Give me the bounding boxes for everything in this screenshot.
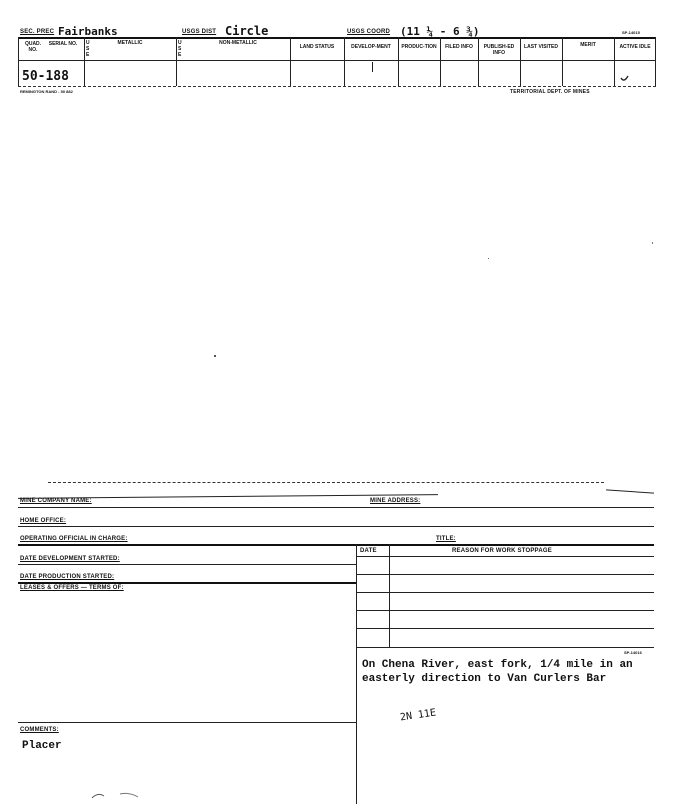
location-line-2: easterly direction to Van Curlers Bar — [362, 673, 607, 685]
col-divider — [520, 37, 521, 86]
col-divider — [84, 37, 85, 86]
handwritten-township-note: 2N 11E — [399, 707, 437, 724]
table-rule — [356, 592, 654, 593]
date-column-divider — [389, 544, 390, 648]
top-card-header-rule — [18, 60, 656, 61]
form-number-bottom: SP-14016 — [624, 650, 642, 655]
active-idle-header: ACTIVE IDLE — [619, 44, 651, 50]
printer-note: REMINGTON RAND - 50 882 — [20, 89, 73, 94]
reason-column-label: REASON FOR WORK STOPPAGE — [452, 548, 552, 554]
quad-no-header: QUAD. NO. — [24, 41, 42, 53]
date-column-label: DATE — [360, 548, 377, 554]
use-metallic-header: U S E — [86, 40, 90, 58]
pencil-scribble — [90, 788, 170, 802]
top-card-bottom-rule — [18, 86, 656, 87]
filed-info-header: FILED INFO — [445, 44, 473, 50]
tear-line — [606, 489, 654, 493]
bottom-card-top-rule — [48, 482, 604, 483]
usgs-coord-label: USGS COORD — [347, 29, 391, 35]
col-divider — [18, 37, 19, 86]
col-divider — [478, 37, 479, 86]
sec-prec-label: SEC. PREC — [20, 29, 55, 35]
dept-note: TERRITORIAL DEPT. OF MINES — [510, 89, 590, 95]
use-nonmetallic-header: U S E — [178, 40, 182, 58]
row-rule — [18, 564, 356, 565]
col-divider — [614, 37, 615, 86]
table-rule — [356, 574, 654, 575]
table-rule — [356, 610, 654, 611]
usgs-dist-value: Circle — [225, 24, 269, 38]
col-divider — [290, 37, 291, 86]
active-checkmark — [620, 74, 630, 84]
nonmetallic-header: NON-METALLIC — [219, 40, 257, 46]
home-office-label: HOME OFFICE: — [20, 518, 67, 524]
comments-value: Placer — [22, 740, 62, 752]
mine-address-label: MINE ADDRESS: — [370, 498, 421, 504]
usgs-dist-label: USGS DIST — [182, 29, 217, 35]
merit-header: MERIT — [580, 42, 596, 48]
metallic-header: METALLIC — [117, 40, 143, 46]
col-divider — [344, 37, 345, 86]
development-header: DEVELOP-MENT — [351, 44, 391, 50]
development-tick-mark — [372, 62, 373, 72]
col-divider — [440, 37, 441, 86]
serial-no-header: SERIAL NO. — [48, 41, 78, 47]
date-development-label: DATE DEVELOPMENT STARTED: — [20, 556, 120, 562]
sec-prec-value: Fairbanks — [58, 25, 118, 38]
scan-speck — [652, 242, 653, 244]
production-header: PRODUC-TION — [401, 44, 437, 50]
row-rule — [18, 507, 654, 508]
col-divider — [176, 37, 177, 86]
scan-speck — [488, 258, 489, 259]
form-number-top: SP-14015 — [622, 30, 640, 35]
date-production-label: DATE PRODUCTION STARTED: — [20, 574, 115, 580]
last-visited-header: LAST VISITED — [524, 44, 558, 50]
col-divider — [655, 37, 656, 86]
usgs-coord-value: (11 ¼ - 6 ¾) — [400, 25, 480, 38]
leases-label: LEASES & OFFERS — TERMS OF: — [20, 585, 124, 591]
published-info-header: PUBLISH-ED INFO — [483, 44, 515, 56]
table-rule — [356, 647, 654, 648]
table-rule — [356, 556, 654, 557]
operating-official-label: OPERATING OFFICIAL IN CHARGE: — [20, 536, 128, 542]
center-divider — [356, 544, 357, 804]
location-line-1: On Chena River, east fork, 1/4 mile in an — [362, 659, 633, 671]
mine-company-label: MINE COMPANY NAME: — [20, 498, 92, 504]
quad-serial-value: 50-188 — [22, 69, 69, 84]
comments-label: COMMENTS: — [20, 727, 59, 733]
col-divider — [398, 37, 399, 86]
row-rule — [18, 526, 654, 527]
table-rule — [356, 628, 654, 629]
scan-speck — [214, 355, 216, 357]
row-rule — [18, 582, 356, 584]
col-divider — [562, 37, 563, 86]
title-label: TITLE: — [436, 536, 456, 542]
row-rule — [18, 722, 356, 723]
land-status-header: LAND STATUS — [299, 44, 335, 50]
row-rule — [18, 544, 654, 546]
